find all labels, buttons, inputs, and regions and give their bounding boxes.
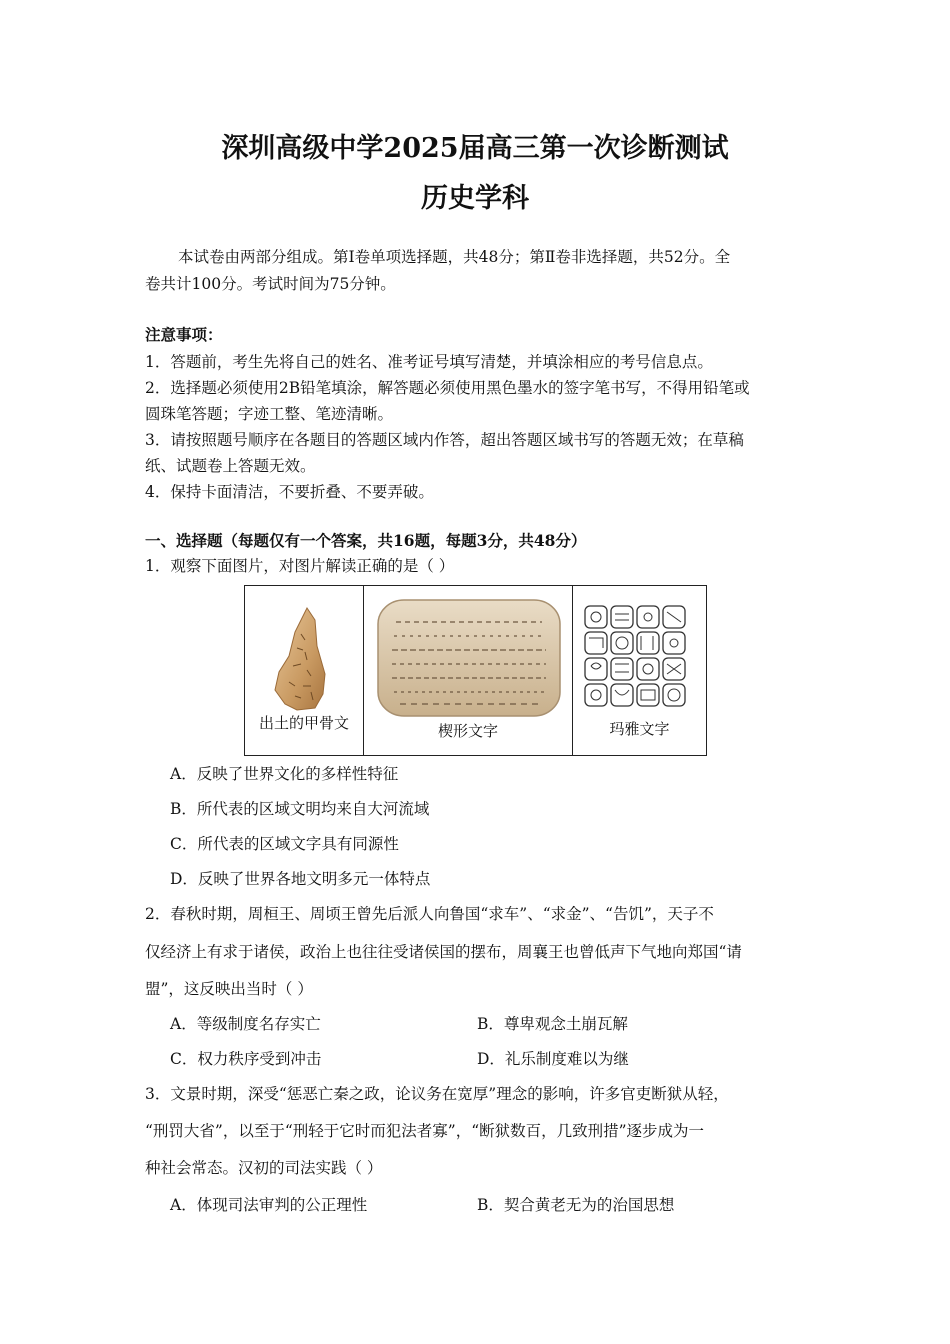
note-line: 圆珠笔答题；字迹工整、笔迹清晰。 (145, 405, 394, 423)
cuneiform-cell (364, 586, 573, 756)
note-line: 纸、试题卷上答题无效。 (145, 457, 316, 475)
note-line: 4．保持卡面清洁，不要折叠、不要弄破。 (145, 483, 434, 501)
notes-heading: 注意事项： (145, 325, 223, 344)
intro-line-1: 本试卷由两部分组成。第Ⅰ卷单项选择题，共48分；第Ⅱ卷非选择题，共52分。全 (178, 248, 731, 266)
q3-line-3: 种社会常态。汉初的司法实践（ ） (145, 1159, 383, 1177)
q2-line-1: 2．春秋时期，周桓王、周顷王曾先后派人向鲁国“求车”、“求金”、“告饥”，天子不 (145, 905, 714, 923)
note-line: 3．请按照题号顺序在各题目的答题区域内作答，超出答题区域书写的答题无效；在草稿 (145, 431, 744, 449)
q3-option-b: B．契合黄老无为的治国思想 (477, 1196, 675, 1214)
q1-option-a: A．反映了世界文化的多样性特征 (170, 765, 399, 783)
q2-option-a: A．等级制度名存实亡 (170, 1015, 321, 1033)
note-line: 2．选择题必须使用2B铅笔填涂，解答题必须使用黑色墨水的签字笔书写，不得用铅笔或 (145, 379, 750, 397)
q2-option-d: D．礼乐制度难以为继 (477, 1050, 629, 1068)
q3-line-1: 3．文景时期，深受“惩恶亡秦之政，论议务在宽厚”理念的影响，许多官吏断狱从轻， (145, 1085, 729, 1103)
oracle-bone-caption: 出土的甲骨文 (258, 714, 349, 732)
q2-option-c: C．权力秩序受到冲击 (170, 1050, 322, 1068)
q3-line-2: “刑罚大省”，以至于“刑轻于它时而犯法者寡”，“断狱数百，几致刑措”逐步成为一 (145, 1122, 705, 1140)
maya-caption: 玛雅文字 (609, 720, 670, 738)
maya-cell (573, 586, 707, 756)
page-title: 深圳高级中学2025届高三第一次诊断测试 (221, 133, 729, 164)
section-heading: 一、选择题（每题仅有一个答案，共16题，每题3分，共48分） (145, 531, 587, 550)
q2-line-3: 盟”，这反映出当时（ ） (145, 980, 313, 998)
q2-option-b: B．尊卑观念土崩瓦解 (477, 1015, 628, 1033)
q2-line-2: 仅经济上有求于诸侯，政治上也往往受诸侯国的摆布，周襄王也曾低声下气地向郑国“请 (145, 943, 742, 961)
intro-line-2: 卷共计100分。考试时间为75分钟。 (145, 275, 396, 293)
oracle-bone-cell (245, 586, 364, 756)
q1-option-d: D．反映了世界各地文明多元一体特点 (170, 870, 431, 888)
q3-option-a: A．体现司法审判的公正理性 (170, 1196, 368, 1214)
question-1-stem: 1．观察下面图片，对图片解读正确的是（ ） (145, 557, 455, 575)
figure-table (244, 585, 707, 756)
cuneiform-caption: 楔形文字 (437, 722, 498, 740)
q1-option-c: C．所代表的区域文字具有同源性 (170, 835, 399, 853)
q1-option-b: B．所代表的区域文明均来自大河流域 (170, 800, 430, 818)
subject-title: 历史学科 (421, 183, 529, 214)
note-line: 1．答题前，考生先将自己的姓名、准考证号填写清楚，并填涂相应的考号信息点。 (145, 353, 713, 371)
